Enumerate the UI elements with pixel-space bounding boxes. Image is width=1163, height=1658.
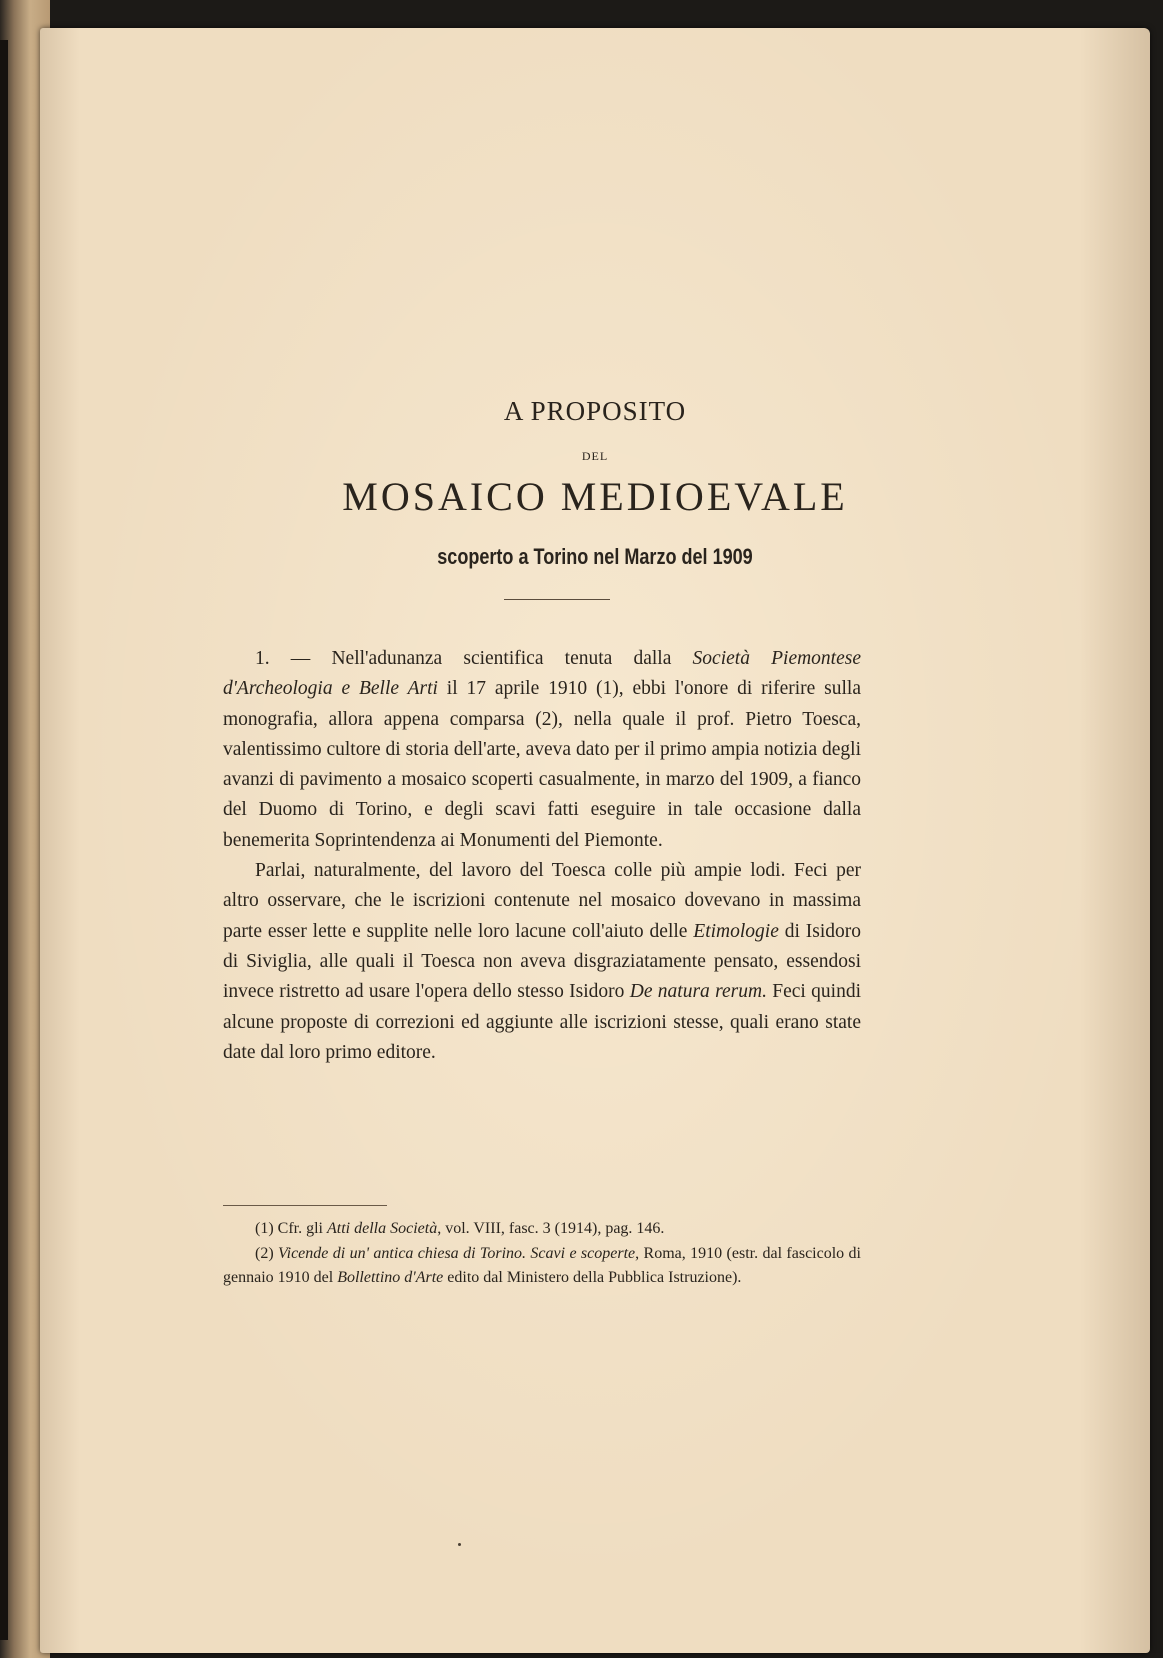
footnote-1-text-a: (1) Cfr. gli bbox=[255, 1220, 327, 1237]
paragraph-1-text-a: 1. — Nell'adunanza scientifica tenuta dalla bbox=[255, 648, 693, 669]
etimologie-title: Etimologie bbox=[693, 920, 779, 942]
footnote-1-title: Atti della Società bbox=[327, 1220, 438, 1237]
paragraph-2-text-a: Parlai, naturalmente, del lavoro del Toesca colle più ampie lodi. Feci per altro osservare, che le iscrizioni contenute nel mosaico dovevano in massima parte esser lette e supplite nelle loro lacune coll'aiuto delle bbox=[223, 860, 861, 942]
paragraph-2-text-c: di Isidoro di Siviglia, alle quali il Toesca non aveva disgraziatamente pensato, essendosi invece ristretto ad usare l'opera dello stesso Isidoro bbox=[223, 920, 861, 1003]
book-binding bbox=[0, 40, 8, 1640]
book-page bbox=[40, 28, 1150, 1653]
paragraph-1 bbox=[223, 644, 861, 856]
body-text bbox=[223, 644, 861, 1068]
footnote-2-text-a: (2) bbox=[255, 1244, 279, 1262]
bollettino-title: Bollettino d'Arte bbox=[337, 1269, 444, 1286]
footnote-2-title: Vicende di un' antica chiesa di Torino. Scavi e scoperte bbox=[278, 1244, 636, 1262]
title-line-2: MOSAICO MEDIOEVALE bbox=[342, 474, 848, 519]
footnote-2-text-e: edito dal Ministero della Pubblica Istruzione). bbox=[443, 1269, 742, 1286]
title-line-1: A PROPOSITO bbox=[503, 396, 687, 426]
de-natura-rerum-title: De natura rerum. bbox=[629, 981, 767, 1003]
subtitle: scoperto a Torino nel Marzo del 1909 bbox=[437, 544, 753, 569]
footnote-2 bbox=[223, 1242, 861, 1291]
society-name: Società Piemontese d'Archeologia e Belle Arti bbox=[223, 648, 861, 700]
page-speck bbox=[458, 1543, 461, 1546]
footnotes bbox=[223, 1217, 861, 1291]
footnote-1 bbox=[223, 1217, 861, 1242]
paragraph-1-text-c: il 17 aprile 1910 (1), ebbi l'onore di riferire sulla monografia, allora appena comparsa (2), nella quale il prof. Pietro Toesca, valentissimo cultore di storia dell'arte, aveva dato per il primo ampia notizia degli avanzi di pavimento a mosaico scoperti casualmente, in marzo del 1909, a fianco del Duomo di Torino, e degli scavi fatti eseguire in tale occasione dalla benemerita Soprintendenza ai Monumenti del Piemonte. bbox=[223, 678, 861, 851]
footnote-2-text-c: , Roma, 1910 (estr. dal fascicolo di gennaio 1910 del bbox=[223, 1244, 861, 1286]
paragraph-2 bbox=[223, 856, 861, 1068]
footnote-1-text-c: , vol. VIII, fasc. 3 (1914), pag. 146. bbox=[437, 1220, 665, 1237]
title-divider bbox=[504, 599, 610, 600]
footnote-divider bbox=[223, 1205, 387, 1206]
paragraph-2-text-e: Feci quindi alcune proposte di correzioni ed aggiunte alle iscrizioni stesse, quali erano state date dal loro primo editore. bbox=[223, 981, 862, 1063]
title-del: DEL bbox=[581, 449, 609, 463]
